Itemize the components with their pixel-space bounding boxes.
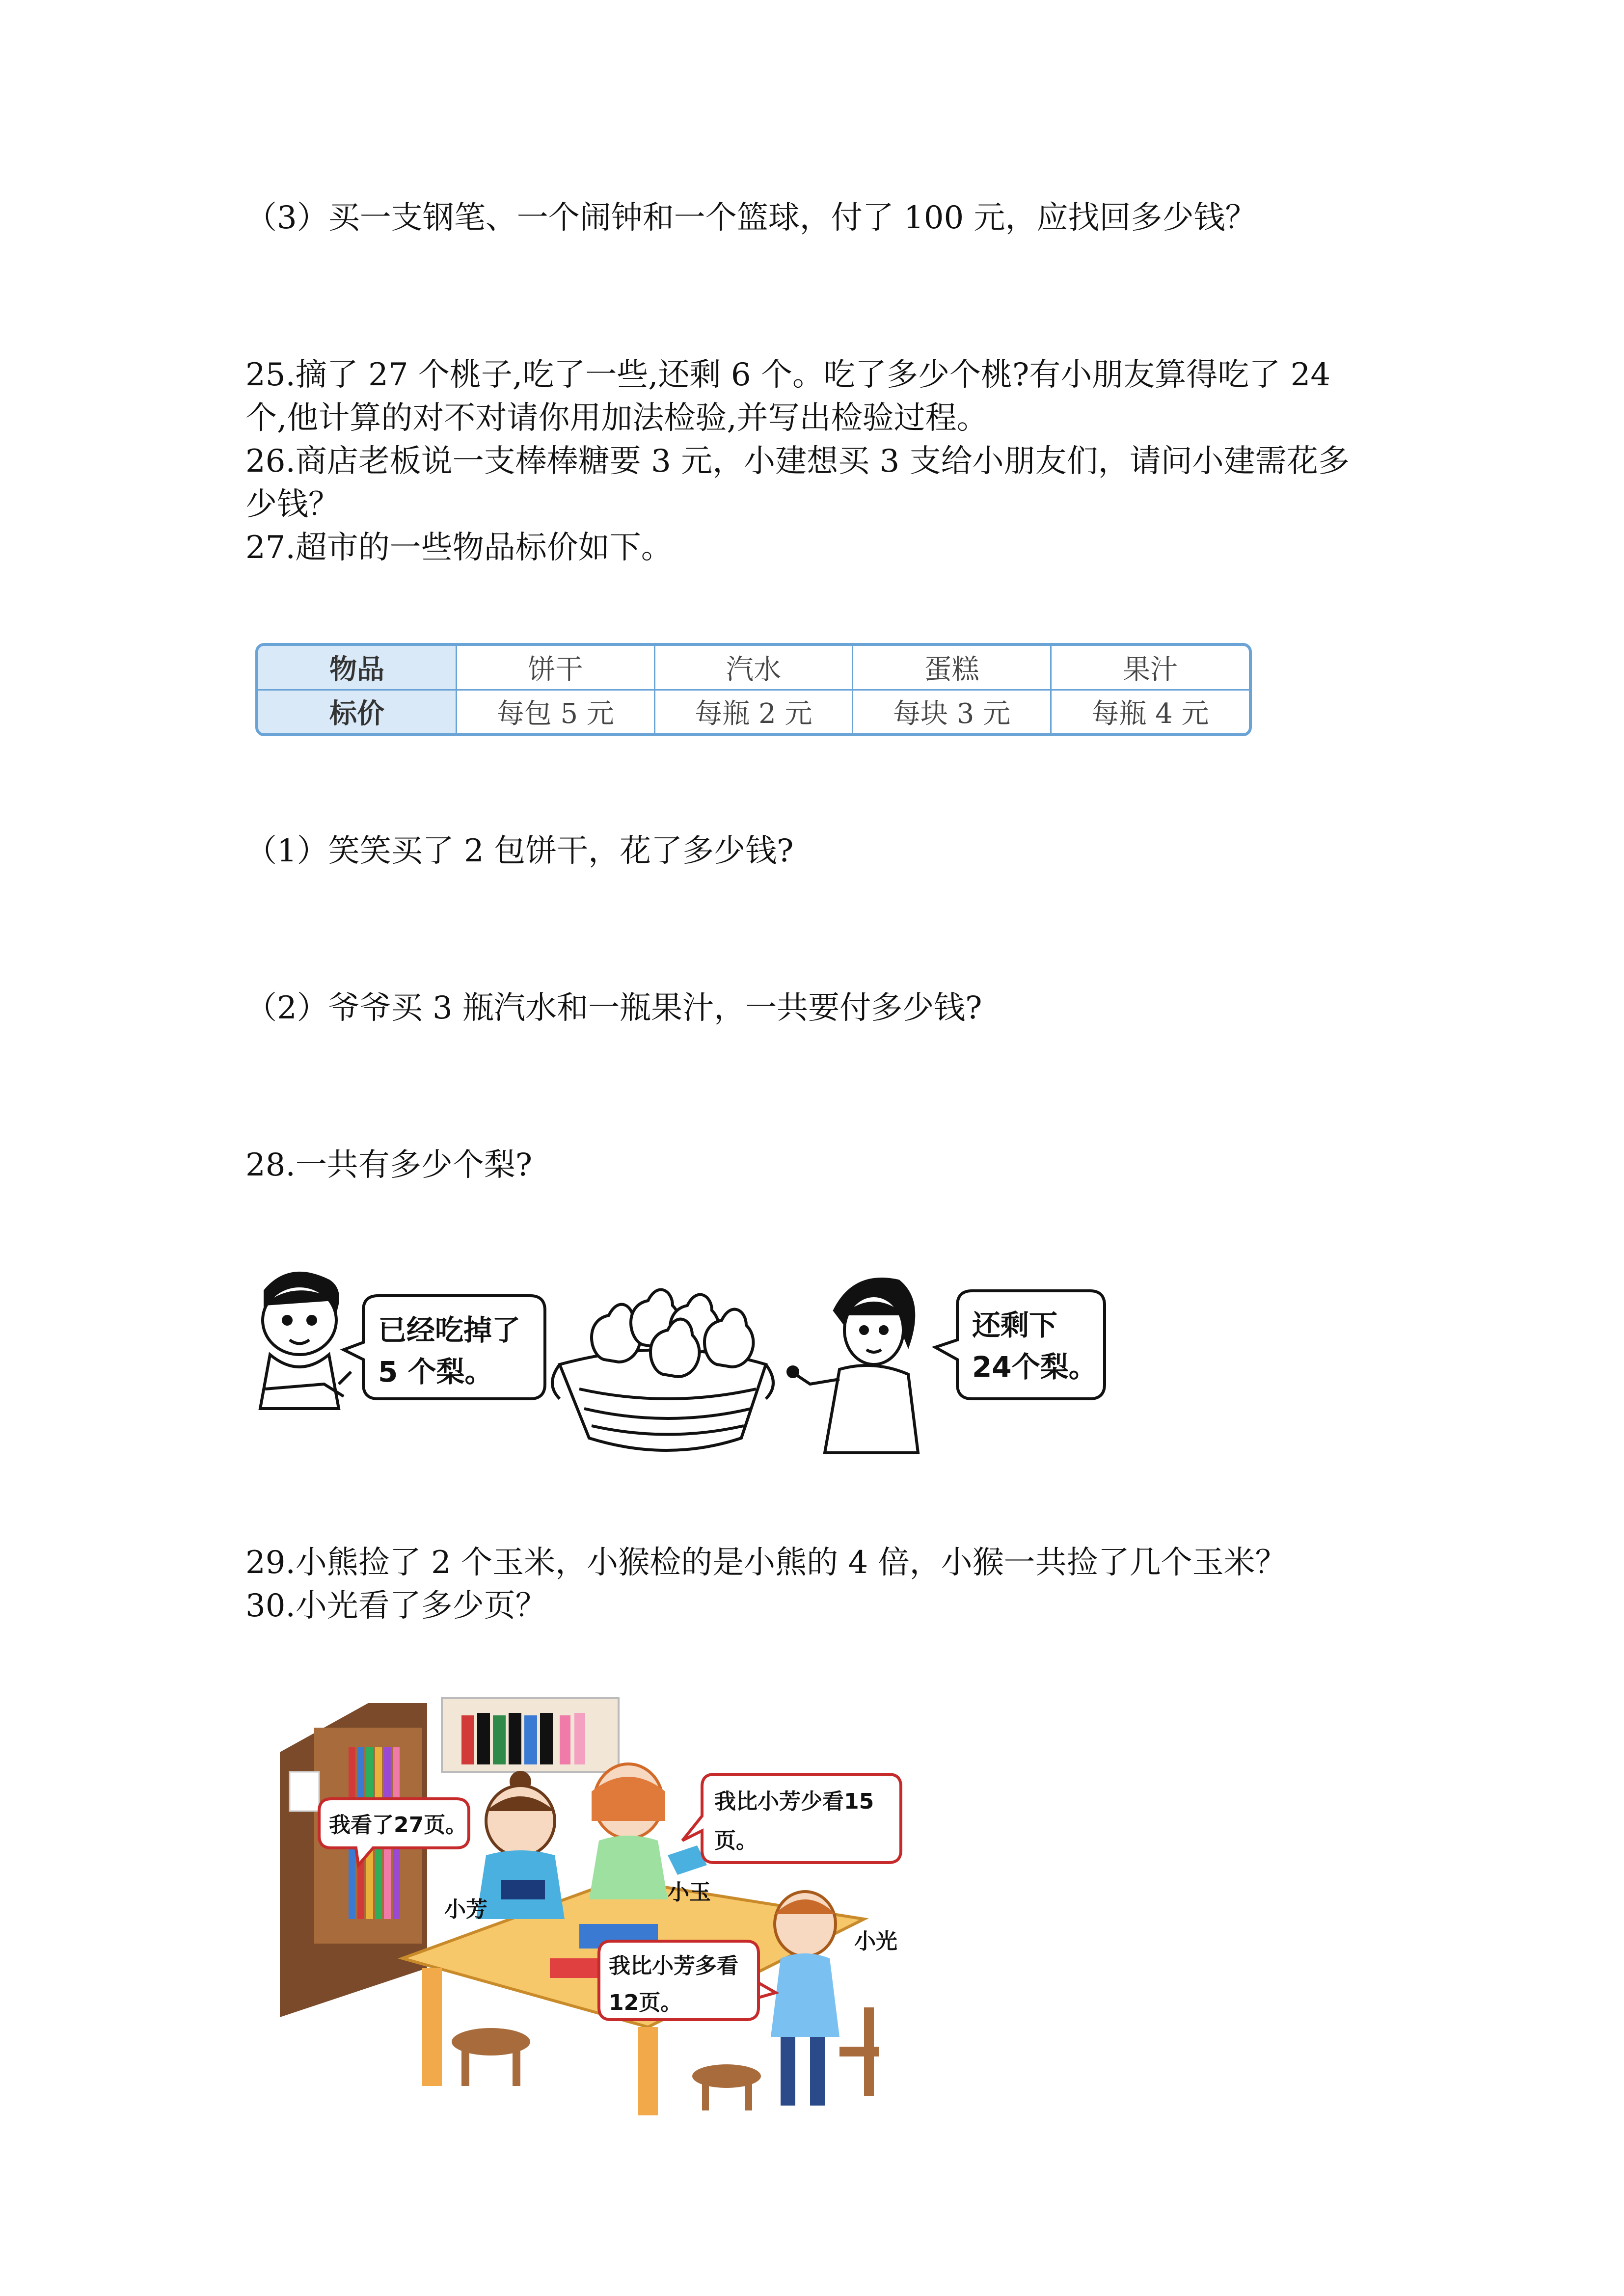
bubble-text: 5 个梨。 bbox=[378, 1355, 493, 1388]
bubble-text: 我比小芳多看 bbox=[609, 1953, 738, 1978]
bubble-text: 还剩下 bbox=[972, 1308, 1058, 1342]
bubble-text: 12页。 bbox=[609, 1990, 682, 2015]
table-cell: 汽水 bbox=[654, 646, 853, 690]
name-label-fang: 小芳 bbox=[444, 1897, 487, 1922]
price-table bbox=[255, 643, 1252, 736]
table-cell: 每块 3 元 bbox=[853, 690, 1051, 733]
speech-bubble-right bbox=[935, 1291, 1105, 1399]
speech-bubble-guang bbox=[599, 1941, 776, 2020]
name-label-yu: 小玉 bbox=[668, 1880, 711, 1905]
table-cell: 每瓶 2 元 bbox=[654, 690, 853, 733]
table-cell: 标价 bbox=[258, 690, 457, 733]
table-row bbox=[258, 646, 1249, 690]
pear-basket-icon bbox=[552, 1290, 773, 1450]
girl-fang-icon bbox=[476, 1771, 565, 1919]
table-row bbox=[258, 690, 1249, 733]
table-cell: 饼干 bbox=[457, 646, 655, 690]
bubble-text: 我比小芳少看15 bbox=[714, 1789, 874, 1814]
table-cell: 物品 bbox=[258, 646, 457, 690]
question-25-line2: 个,他计算的对不对请你用加法检验,并写出检验过程。 bbox=[245, 400, 988, 436]
table-cell: 每包 5 元 bbox=[457, 690, 655, 733]
question-24-3: （3）买一支钢笔、一个闹钟和一个篮球，付了 100 元，应找回多少钱？ bbox=[245, 200, 1257, 236]
table-cell: 每瓶 4 元 bbox=[1051, 690, 1249, 733]
question-27-1: （1）笑笑买了 2 包饼干，花了多少钱? bbox=[245, 833, 794, 869]
question-28: 28.一共有多少个梨? bbox=[245, 1147, 533, 1183]
reading-room-illustration bbox=[275, 1693, 913, 2115]
bubble-text: 已经吃掉了 bbox=[378, 1313, 521, 1347]
question-27: 27.超市的一些物品标价如下。 bbox=[245, 530, 673, 566]
boy-icon bbox=[260, 1273, 351, 1409]
bubble-text: 页。 bbox=[714, 1828, 758, 1853]
question-26-line2: 少钱？ bbox=[245, 486, 340, 523]
name-label-guang: 小光 bbox=[854, 1929, 897, 1954]
boy-guang-icon bbox=[771, 1892, 879, 2106]
question-29: 29.小熊捡了 2 个玉米，小猴检的是小熊的 4 倍，小猴一共捡了几个玉米？ bbox=[245, 1545, 1287, 1581]
table-cell: 果汁 bbox=[1051, 646, 1249, 690]
speech-bubble-yu bbox=[682, 1774, 901, 1863]
question-27-2: （2）爷爷买 3 瓶汽水和一瓶果汁，一共要付多少钱? bbox=[245, 990, 982, 1026]
speech-bubble-left bbox=[344, 1296, 545, 1399]
bubble-text: 24个梨。 bbox=[972, 1350, 1097, 1384]
question-25-line1: 25.摘了 27 个桃子,吃了一些,还剩 6 个。吃了多少个桃?有小朋友算得吃了 24 bbox=[245, 357, 1331, 393]
bookshelf-icon bbox=[280, 1703, 427, 2017]
question-30: 30.小光看了多少页？ bbox=[245, 1588, 547, 1624]
wall-books-icon bbox=[442, 1698, 619, 1772]
woman-icon bbox=[788, 1279, 918, 1453]
pear-illustration bbox=[245, 1261, 1110, 1468]
question-26-line1: 26.商店老板说一支棒棒糖要 3 元，小建想买 3 支给小朋友们，请问小建需花多 bbox=[245, 443, 1350, 480]
bubble-text: 我看了27页。 bbox=[329, 1813, 467, 1838]
table-cell: 蛋糕 bbox=[853, 646, 1051, 690]
